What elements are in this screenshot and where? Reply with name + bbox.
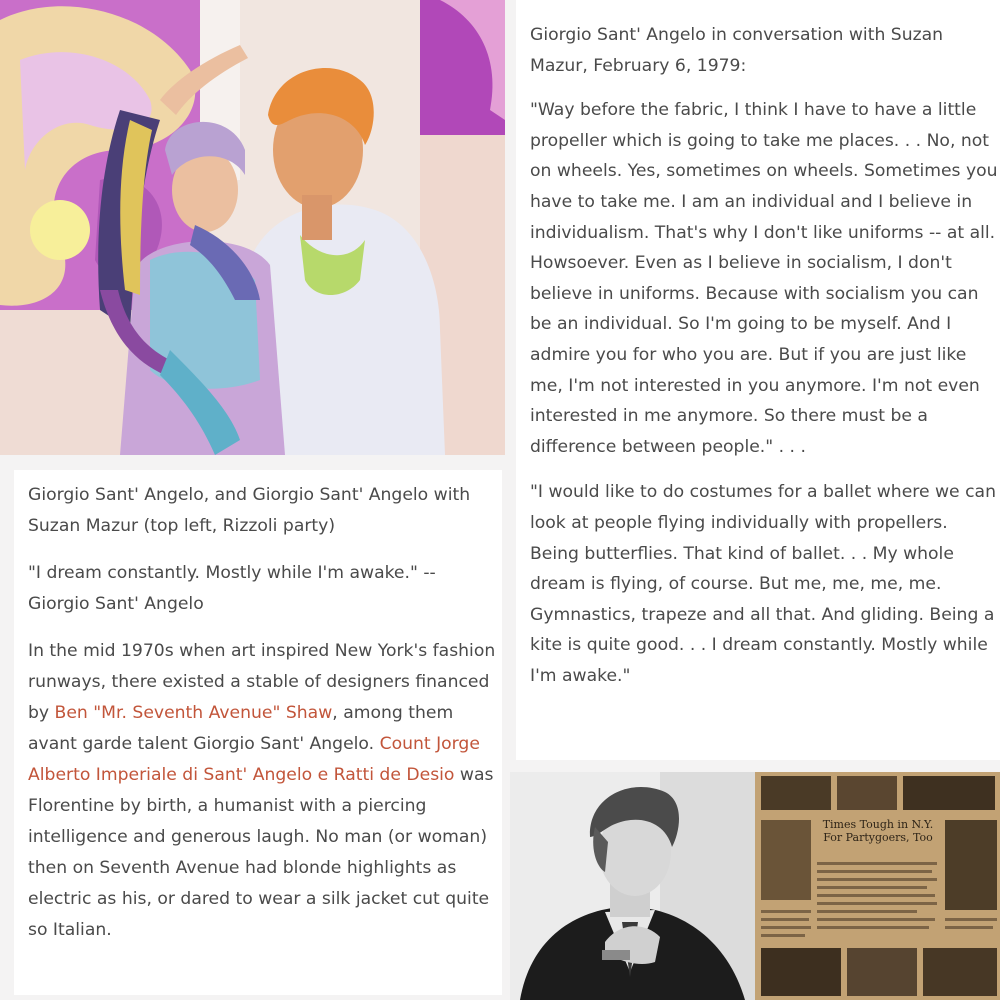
- link-count-jorge[interactable]: Count Jorge Alberto Imperiale di Sant' Angelo e Ratti de Desio: [28, 734, 480, 785]
- photo-caption: Giorgio Sant' Angelo, and Giorgio Sant' Angelo with Suzan Mazur (top left, Rizzoli party): [28, 485, 471, 536]
- photo-bw-portrait: [510, 772, 755, 1000]
- newspaper-clipping: [755, 772, 1000, 1000]
- interview-quote-2: "I would like to do costumes for a ballet where we can look at people flying individually with propellers. Being butterflies. That kind of ballet. . . My whole dream is flying, of course. But me, me, me, me. Gymnastics, trapeze and all that. And gliding. Being a kite is quite good. . . I dream constantly. Mostly while I'm awake.": [530, 482, 996, 686]
- left-text-column: [14, 470, 502, 995]
- clipping-illustration: [755, 772, 1000, 1000]
- clipping-headline: Times Tough in N.Y. For Partygoers, Too: [822, 818, 934, 844]
- bw-portrait-illustration: [510, 772, 755, 1000]
- color-photo-illustration: [0, 0, 505, 455]
- bio-text-2: , among them avant garde talent Giorgio Sant' Angelo.: [28, 703, 454, 754]
- bio-text-1: In the mid 1970s when art inspired New York's fashion runways, there existed a stable of designers financed by: [28, 641, 496, 723]
- interview-quote-1: "Way before the fabric, I think I have to have a little propeller which is going to take me places. . . No, not on wheels. Yes, sometimes on wheels. Sometimes you have to take me. I am an individual and I believe in individualism. That's why I don't like uniforms -- at all. Howsoever. Even as I believe in socialism, I don't believe in uniforms. Because with socialism you can be an individual. So I'm going to be myself. And I admire you for who you are. But if you are just like me, I'm not interested in you anymore. I'm not even interested in me anymore. So there must be a difference between people." . . .: [530, 100, 998, 457]
- bio-text-3: was Florentine by birth, a humanist with a piercing intelligence and generous laugh. No man (or woman) then on Seventh Avenue had blonde highlights as electric as his, or dared to wear a silk jacket cut quite so Italian.: [28, 765, 494, 940]
- bio-paragraph: [28, 636, 502, 946]
- quote-giorgio: "I dream constantly. Mostly while I'm awake." -- Giorgio Sant' Angelo: [28, 563, 436, 614]
- right-text-column: [516, 0, 1000, 760]
- photo-giorgio-and-suzan: [0, 0, 505, 455]
- link-ben-shaw[interactable]: Ben "Mr. Seventh Avenue" Shaw: [54, 703, 333, 723]
- interview-header: Giorgio Sant' Angelo in conversation with Suzan Mazur, February 6, 1979:: [530, 25, 944, 76]
